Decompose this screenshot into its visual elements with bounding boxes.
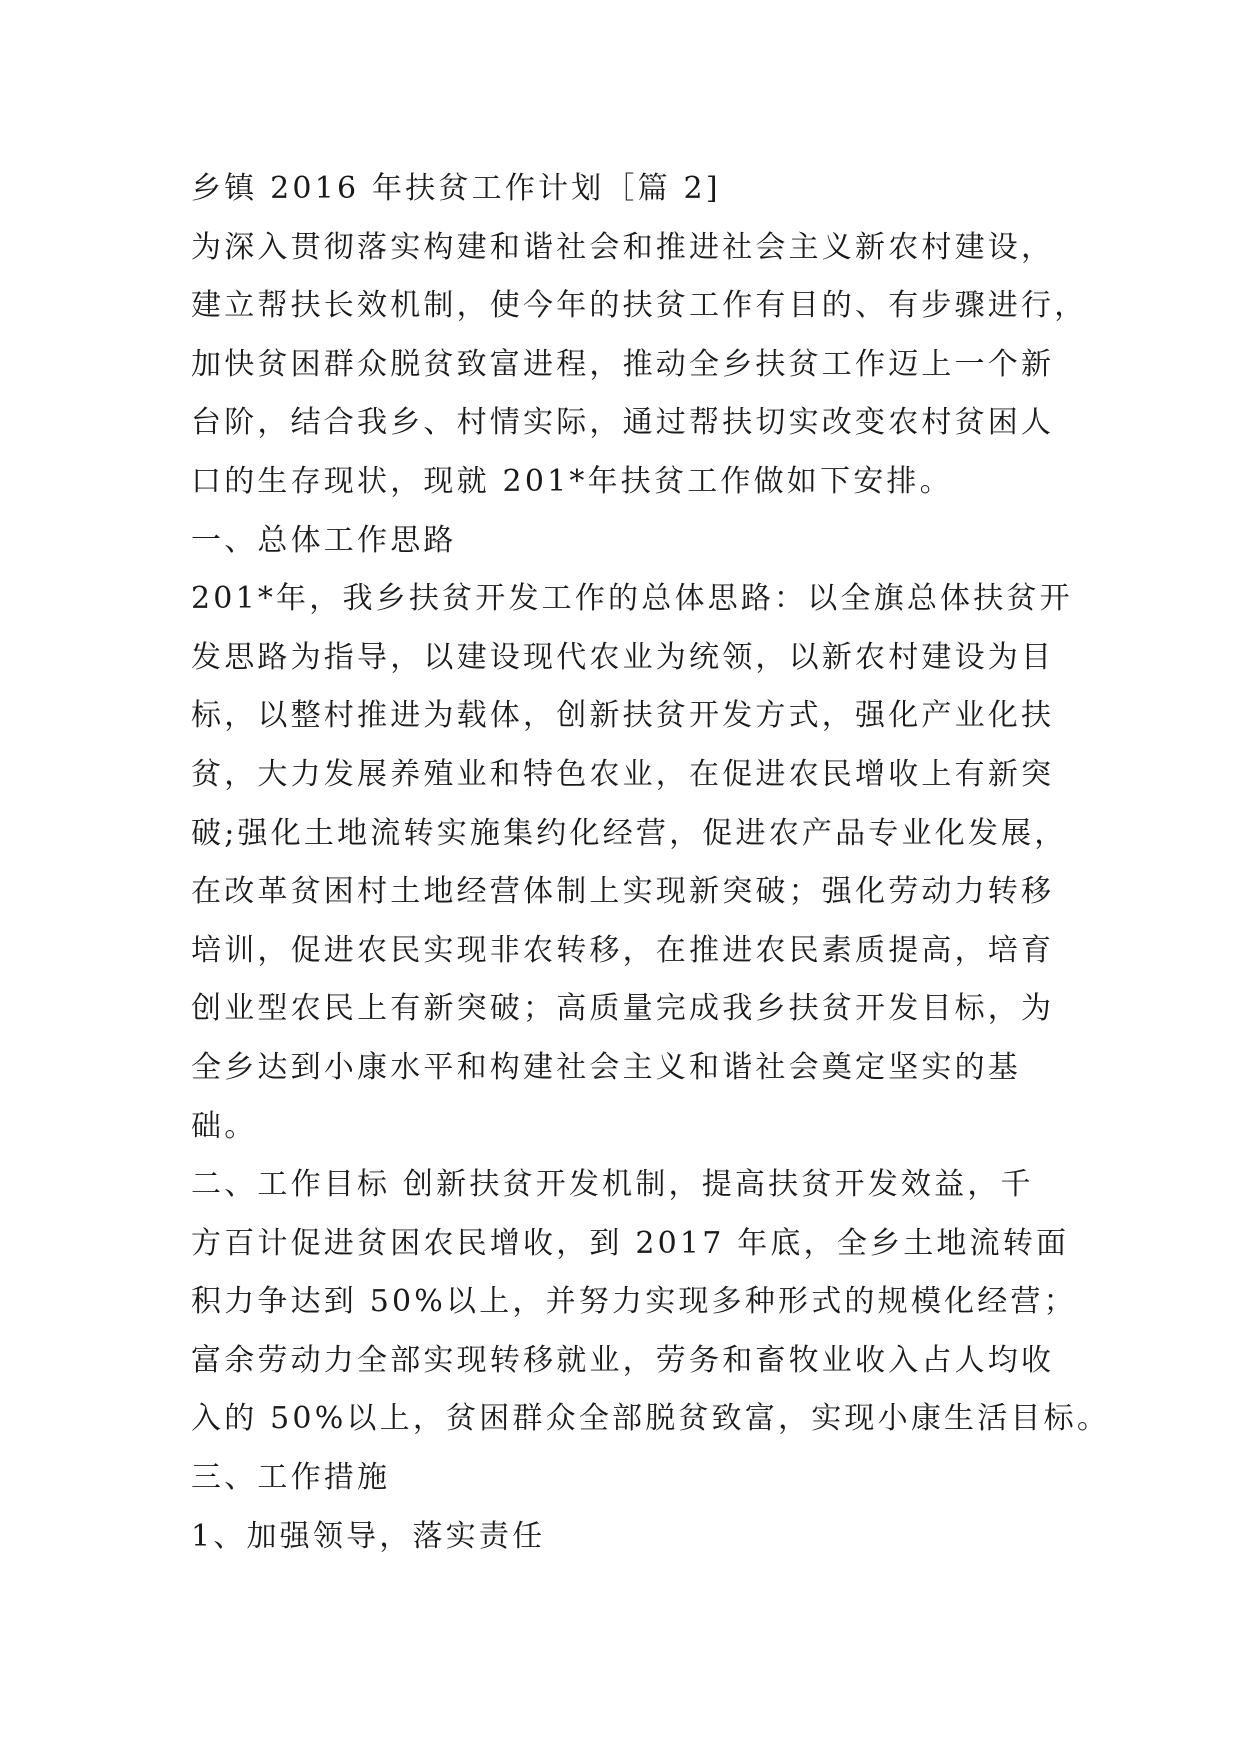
paragraph-line: 201*年，我乡扶贫开发工作的总体思路：以全旗总体扶贫开 [191,581,1073,617]
subsection-heading: 1、加强领导，落实责任 [191,1518,546,1554]
paragraph-line: 破;强化土地流转实施集约化经营，促进农产品专业化发展， [191,815,1068,851]
paragraph-line: 创业型农民上有新突破；高质量完成我乡扶贫开发目标，为 [191,991,1055,1027]
document-body [191,160,1111,1566]
paragraph-line: 方百计促进贫困农民增收，到 2017 年底，全乡土地流转面 [191,1225,1070,1261]
paragraph-line: 标，以整村推进为载体，创新扶贫开发方式，强化产业化扶 [191,698,1055,734]
paragraph-line: 全乡达到小康水平和构建社会主义和谐社会奠定坚实的基 [191,1049,1021,1085]
section-heading-3: 三、工作措施 [191,1460,391,1496]
paragraph-line: 础。 [191,1108,258,1144]
paragraph-line: 口的生存现状，现就 201*年扶贫工作做如下安排。 [191,463,953,499]
paragraph-line: 入的 50%以上，贫困群众全部脱贫致富，实现小康生活目标。 [191,1401,1111,1437]
paragraph-line: 发思路为指导，以建设现代农业为统领，以新农村建设为目 [191,639,1055,675]
section-heading-1: 一、总体工作思路 [191,522,457,558]
paragraph-line: 台阶，结合我乡、村情实际，通过帮扶切实改变农村贫困人 [191,405,1055,441]
paragraph-line: 为深入贯彻落实构建和谐社会和推进社会主义新农村建设， [191,229,1055,265]
paragraph-line: 培训，促进农民实现非农转移，在推进农民素质提高，培育 [191,932,1055,968]
section-heading-2: 二、工作目标 创新扶贫开发机制，提高扶贫开发效益，千 [191,1167,1034,1203]
paragraph-line: 建立帮扶长效机制，使今年的扶贫工作有目的、有步骤进行， [191,288,1088,324]
document-title: 乡镇 2016 年扶贫工作计划［篇 2] [191,171,721,206]
paragraph-line: 在改革贫困村土地经营体制上实现新突破；强化劳动力转移 [191,874,1055,910]
paragraph-line: 加快贫困群众脱贫致富进程，推动全乡扶贫工作迈上一个新 [191,346,1055,382]
paragraph-line: 富余劳动力全部实现转移就业，劳务和畜牧业收入占人均收 [191,1342,1055,1378]
paragraph-line: 贫，大力发展养殖业和特色农业，在促进农民增收上有新突 [191,756,1055,792]
paragraph-line: 积力争达到 50%以上，并努力实现多种形式的规模化经营； [191,1284,1077,1320]
